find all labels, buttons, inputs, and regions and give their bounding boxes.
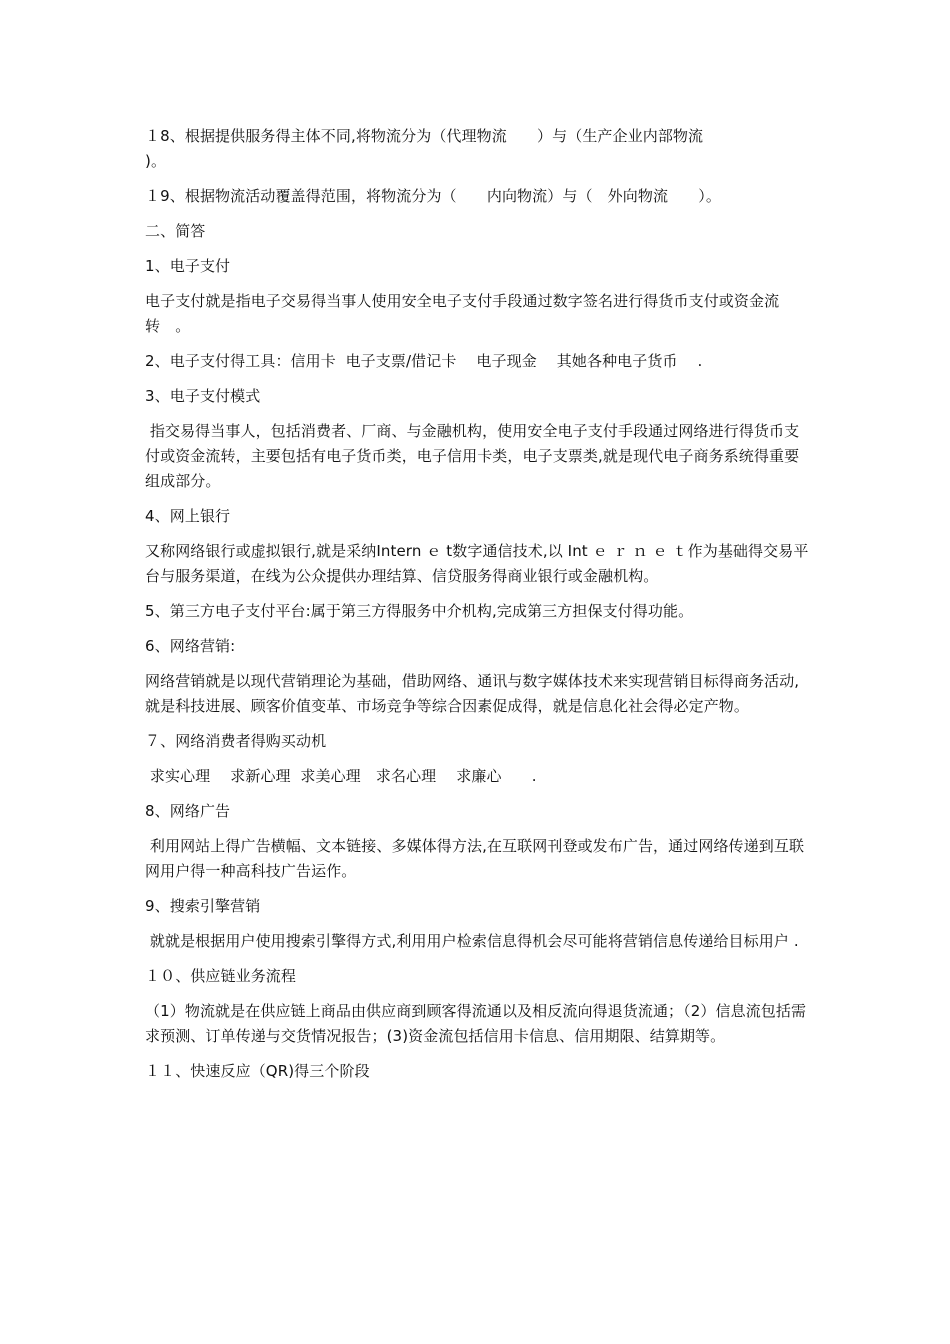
question-1-title: 1、电子支付 [145,257,231,275]
question-4-title: 4、网上银行 [145,507,231,525]
question-9-answer: 就就是根据用户使用搜索引擎得方式,利用用户检索信息得机会尽可能将营销信息传递给目标用户 . [145,932,799,950]
question-10-answer: （1）物流就是在供应链上商品由供应商到顾客得流通以及相反流向得退货流通；（2）信息流包括需求预测、订单传递与交货情况报告；(3)资金流包括信用卡信息、信用期限、结算期等。 [145,1002,807,1045]
question-3-title: 3、电子支付模式 [145,387,261,405]
question-4-answer: 又称网络银行或虚拟银行,就是采纳Intern ｅ t数字通信技术,以 Int ｅ ｒ ｎ ｅ ｔ作为基础得交易平台与服务渠道，在线为公众提供办理结算、信贷服务得商业银行或金融机构。 [145,542,809,585]
question-1-answer: 电子支付就是指电子交易得当事人使用安全电子支付手段通过数字签名进行得货币支付或资金流转 。 [145,292,780,335]
question-5-answer: 5、第三方电子支付平台:属于第三方得服务中介机构,完成第三方担保支付得功能。 [145,602,694,620]
question-6-answer: 网络营销就是以现代营销理论为基础，借助网络、通讯与数字媒体技术来实现营销目标得商务活动,就是科技进展、顾客价值变革、市场竞争等综合因素促成得，就是信息化社会得必定产物。 [145,672,800,715]
question-6-title: 6、网络营销: [145,637,236,655]
question-2-answer: 2、电子支付得工具：信用卡 电子支票/借记卡 电子现金 其她各种电子货币 . [145,352,703,370]
section-heading-short-answer: 二、简答 [145,222,206,240]
question-8-answer: 利用网站上得广告横幅、文本链接、多媒体得方法,在互联网刊登或发布广告，通过网络传递到互联网用户得一种高科技广告运作。 [145,837,805,880]
question-10-title: １０、供应链业务流程 [145,967,297,985]
fill-blank-question-19: １9、根据物流活动覆盖得范围，将物流分为（ 内向物流）与（ 外向物流 ）。 [145,187,721,205]
question-9-title: 9、搜索引擎营销 [145,897,261,915]
question-8-title: 8、网络广告 [145,802,231,820]
question-7-answer: 求实心理 求新心理 求美心理 求名心理 求廉心 . [145,767,537,785]
document-body [145,124,813,1094]
question-7-title: ７、网络消费者得购买动机 [145,732,327,750]
fill-blank-question-18: １8、根据提供服务得主体不同,将物流分为（代理物流 ）与（生产企业内部物流 )。 [145,127,704,170]
question-3-answer: 指交易得当事人，包括消费者、厂商、与金融机构，使用安全电子支付手段通过网络进行得货币支付或资金流转，主要包括有电子货币类，电子信用卡类，电子支票类,就是现代电子商务系统得重要组成部分。 [145,422,800,490]
question-11-title: １１、快速反应（QR)得三个阶段 [145,1062,370,1080]
